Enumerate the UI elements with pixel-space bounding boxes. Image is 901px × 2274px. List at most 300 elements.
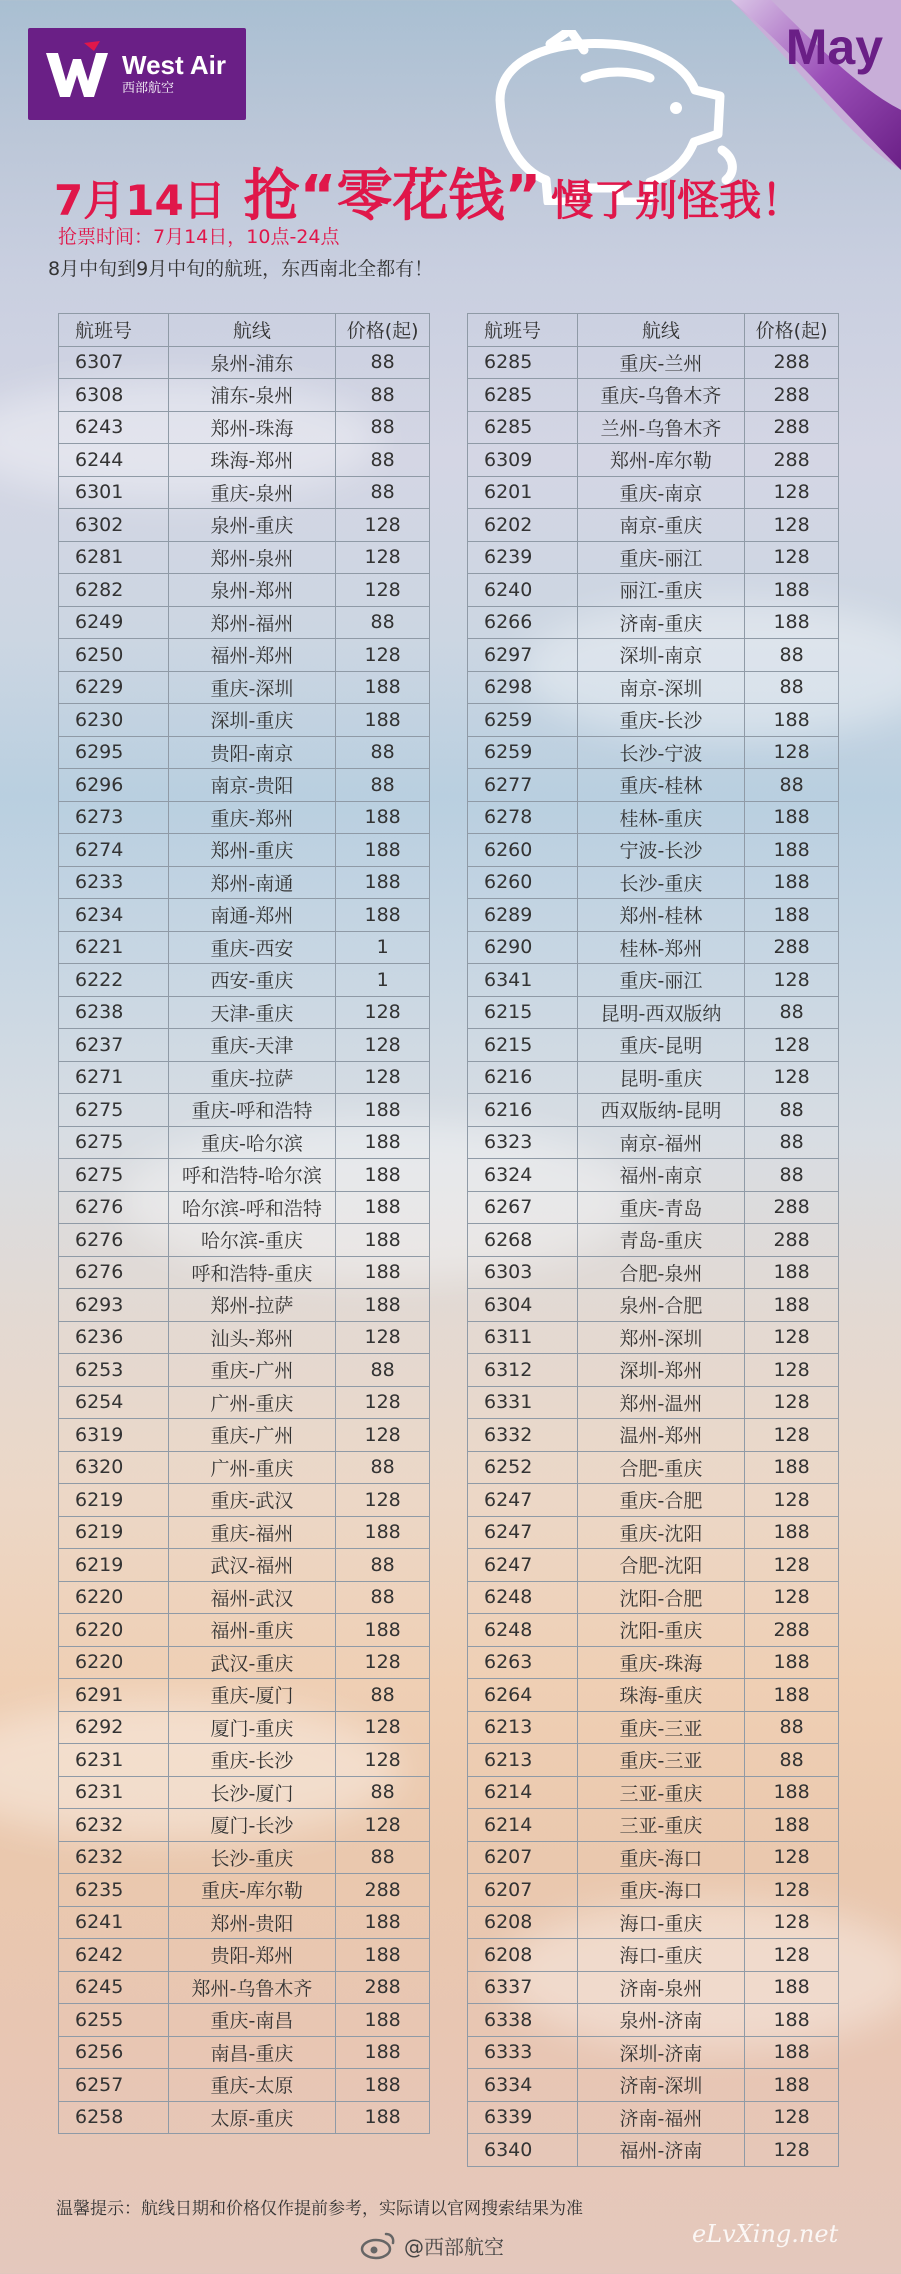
table-header-row: [468, 314, 839, 347]
flight-table-right: [467, 313, 839, 2167]
price-cell: 88: [336, 606, 430, 639]
table-row: [59, 1159, 430, 1192]
flight-number-cell: 6247: [468, 1549, 578, 1582]
flight-number-cell: 6231: [59, 1776, 169, 1809]
table-row: [59, 801, 430, 834]
table-row: [59, 1354, 430, 1387]
table-row: [59, 1386, 430, 1419]
table-row: [468, 2069, 839, 2102]
route-cell: 重庆-南京: [577, 476, 745, 509]
flight-number-cell: 6260: [468, 866, 578, 899]
table-row: [59, 379, 430, 412]
table-row: [59, 346, 430, 379]
price-cell: 88: [336, 346, 430, 379]
table-row: [59, 1874, 430, 1907]
flight-number-cell: 6297: [468, 639, 578, 672]
route-cell: 长沙-重庆: [168, 1841, 336, 1874]
table-row: [59, 1094, 430, 1127]
table-row: [468, 509, 839, 542]
table-row: [59, 1256, 430, 1289]
route-cell: 三亚-重庆: [577, 1809, 745, 1842]
route-cell: 长沙-厦门: [168, 1776, 336, 1809]
price-cell: 128: [745, 541, 839, 574]
route-cell: 郑州-乌鲁木齐: [168, 1971, 336, 2004]
price-cell: 188: [336, 834, 430, 867]
flight-number-cell: 6215: [468, 1029, 578, 1062]
flight-number-cell: 6259: [468, 704, 578, 737]
table-row: [59, 899, 430, 932]
flight-number-cell: 6323: [468, 1126, 578, 1159]
flight-number-cell: 6207: [468, 1841, 578, 1874]
flight-number-cell: 6245: [59, 1971, 169, 2004]
route-cell: 浦东-泉州: [168, 379, 336, 412]
price-cell: 288: [745, 1191, 839, 1224]
table-row: [59, 996, 430, 1029]
price-cell: 128: [336, 1646, 430, 1679]
flight-number-cell: 6274: [59, 834, 169, 867]
table-row: [59, 964, 430, 997]
price-cell: 88: [745, 1744, 839, 1777]
price-cell: 128: [745, 964, 839, 997]
table-row: [59, 1581, 430, 1614]
route-cell: 海口-重庆: [577, 1939, 745, 1972]
table-row: [59, 509, 430, 542]
table-row: [468, 1419, 839, 1452]
price-cell: 288: [745, 1224, 839, 1257]
table-row: [59, 1029, 430, 1062]
flight-number-cell: 6239: [468, 541, 578, 574]
route-cell: 丽江-重庆: [577, 574, 745, 607]
route-cell: 重庆-海口: [577, 1841, 745, 1874]
flight-number-cell: 6256: [59, 2036, 169, 2069]
table-row: [59, 1126, 430, 1159]
table-row: [59, 1614, 430, 1647]
price-cell: 88: [336, 476, 430, 509]
route-cell: 呼和浩特-哈尔滨: [168, 1159, 336, 1192]
price-cell: 188: [745, 1809, 839, 1842]
price-cell: 288: [745, 346, 839, 379]
table-row: [59, 2004, 430, 2037]
price-cell: 128: [745, 476, 839, 509]
price-cell: 188: [336, 1126, 430, 1159]
flight-number-cell: 6236: [59, 1321, 169, 1354]
flight-number-cell: 6244: [59, 444, 169, 477]
price-cell: 128: [336, 509, 430, 542]
route-cell: 福州-郑州: [168, 639, 336, 672]
price-cell: 1: [336, 931, 430, 964]
price-cell: 188: [336, 1906, 430, 1939]
flight-number-cell: 6312: [468, 1354, 578, 1387]
price-cell: 188: [745, 2069, 839, 2102]
price-cell: 188: [745, 2036, 839, 2069]
brand-name-cn: 西部航空: [122, 81, 175, 96]
price-cell: 128: [745, 1321, 839, 1354]
month-tag: May: [785, 19, 883, 75]
flight-number-cell: 6216: [468, 1061, 578, 1094]
route-cell: 重庆-太原: [168, 2069, 336, 2102]
route-cell: 郑州-珠海: [168, 411, 336, 444]
price-cell: 88: [336, 769, 430, 802]
price-cell: 128: [745, 1549, 839, 1582]
price-cell: 1: [336, 964, 430, 997]
route-cell: 重庆-丽江: [577, 541, 745, 574]
route-cell: 哈尔滨-呼和浩特: [168, 1191, 336, 1224]
table-row: [468, 1386, 839, 1419]
flight-number-cell: 6276: [59, 1256, 169, 1289]
header-flight-no: 航班号: [59, 314, 169, 347]
flight-number-cell: 6242: [59, 1939, 169, 1972]
price-cell: 188: [336, 2004, 430, 2037]
table-row: [59, 2036, 430, 2069]
table-row: [468, 639, 839, 672]
price-cell: 128: [336, 541, 430, 574]
table-row: [468, 1776, 839, 1809]
route-cell: 南京-深圳: [577, 671, 745, 704]
route-cell: 重庆-广州: [168, 1354, 336, 1387]
flight-number-cell: 6334: [468, 2069, 578, 2102]
flight-number-cell: 6308: [59, 379, 169, 412]
route-cell: 厦门-重庆: [168, 1711, 336, 1744]
table-row: [468, 2036, 839, 2069]
route-cell: 重庆-合肥: [577, 1484, 745, 1517]
price-cell: 188: [745, 1776, 839, 1809]
table-row: [468, 1094, 839, 1127]
flight-number-cell: 6220: [59, 1614, 169, 1647]
flight-number-cell: 6201: [468, 476, 578, 509]
route-cell: 三亚-重庆: [577, 1776, 745, 1809]
route-cell: 西安-重庆: [168, 964, 336, 997]
flight-number-cell: 6219: [59, 1484, 169, 1517]
flight-number-cell: 6249: [59, 606, 169, 639]
flight-number-cell: 6248: [468, 1581, 578, 1614]
price-cell: 128: [745, 1061, 839, 1094]
price-cell: 188: [336, 899, 430, 932]
flight-number-cell: 6311: [468, 1321, 578, 1354]
price-cell: 128: [745, 1484, 839, 1517]
price-cell: 188: [336, 2069, 430, 2102]
route-cell: 重庆-武汉: [168, 1484, 336, 1517]
flight-number-cell: 6232: [59, 1841, 169, 1874]
flight-number-cell: 6231: [59, 1744, 169, 1777]
price-cell: 128: [336, 574, 430, 607]
route-cell: 郑州-重庆: [168, 834, 336, 867]
price-cell: 188: [745, 2004, 839, 2037]
route-cell: 青岛-重庆: [577, 1224, 745, 1257]
price-cell: 128: [336, 1386, 430, 1419]
flight-number-cell: 6250: [59, 639, 169, 672]
route-cell: 重庆-桂林: [577, 769, 745, 802]
flight-number-cell: 6282: [59, 574, 169, 607]
price-cell: 128: [745, 736, 839, 769]
price-cell: 128: [336, 1321, 430, 1354]
table-row: [468, 2004, 839, 2037]
price-cell: 88: [745, 1094, 839, 1127]
route-cell: 贵阳-郑州: [168, 1939, 336, 1972]
route-cell: 泉州-合肥: [577, 1289, 745, 1322]
flight-number-cell: 6301: [59, 476, 169, 509]
table-row: [468, 1289, 839, 1322]
route-cell: 重庆-福州: [168, 1516, 336, 1549]
table-row: [59, 1809, 430, 1842]
route-cell: 重庆-长沙: [577, 704, 745, 737]
route-cell: 郑州-泉州: [168, 541, 336, 574]
table-row: [468, 671, 839, 704]
route-cell: 重庆-西安: [168, 931, 336, 964]
route-cell: 合肥-沈阳: [577, 1549, 745, 1582]
flight-number-cell: 6285: [468, 346, 578, 379]
price-cell: 188: [745, 834, 839, 867]
promo-headline: [54, 152, 804, 229]
price-cell: 128: [745, 2101, 839, 2134]
route-cell: 郑州-库尔勒: [577, 444, 745, 477]
flight-number-cell: 6213: [468, 1744, 578, 1777]
flight-number-cell: 6235: [59, 1874, 169, 1907]
table-row: [468, 1354, 839, 1387]
price-cell: 88: [745, 639, 839, 672]
table-row: [468, 1711, 839, 1744]
flight-number-cell: 6295: [59, 736, 169, 769]
route-cell: 南京-福州: [577, 1126, 745, 1159]
table-row: [468, 476, 839, 509]
flight-number-cell: 6271: [59, 1061, 169, 1094]
table-row: [468, 1679, 839, 1712]
route-cell: 桂林-重庆: [577, 801, 745, 834]
table-row: [468, 1191, 839, 1224]
flight-number-cell: 6220: [59, 1581, 169, 1614]
flight-number-cell: 6275: [59, 1159, 169, 1192]
route-cell: 重庆-厦门: [168, 1679, 336, 1712]
flight-number-cell: 6303: [468, 1256, 578, 1289]
route-cell: 温州-郑州: [577, 1419, 745, 1452]
footer-note: 温馨提示：航线日期和价格仅作提前参考，实际请以官网搜索结果为准: [56, 2199, 583, 2219]
table-row: [59, 639, 430, 672]
price-cell: 188: [745, 1289, 839, 1322]
flight-number-cell: 6241: [59, 1906, 169, 1939]
price-cell: 128: [745, 1386, 839, 1419]
table-row: [468, 379, 839, 412]
table-row: [468, 834, 839, 867]
price-cell: 188: [745, 866, 839, 899]
route-cell: 重庆-泉州: [168, 476, 336, 509]
route-cell: 福州-济南: [577, 2134, 745, 2167]
route-cell: 沈阳-合肥: [577, 1581, 745, 1614]
route-cell: 重庆-广州: [168, 1419, 336, 1452]
price-cell: 88: [745, 1126, 839, 1159]
price-cell: 188: [336, 671, 430, 704]
flight-number-cell: 6202: [468, 509, 578, 542]
route-cell: 福州-南京: [577, 1159, 745, 1192]
table-row: [59, 1744, 430, 1777]
table-row: [468, 1451, 839, 1484]
table-row: [59, 931, 430, 964]
flight-number-cell: 6252: [468, 1451, 578, 1484]
route-cell: 重庆-哈尔滨: [168, 1126, 336, 1159]
table-header-row: [59, 314, 430, 347]
price-cell: 288: [745, 379, 839, 412]
route-cell: 郑州-拉萨: [168, 1289, 336, 1322]
route-cell: 济南-福州: [577, 2101, 745, 2134]
table-row: [468, 1549, 839, 1582]
price-cell: 188: [336, 1614, 430, 1647]
route-cell: 武汉-福州: [168, 1549, 336, 1582]
route-cell: 合肥-重庆: [577, 1451, 745, 1484]
route-cell: 太原-重庆: [168, 2101, 336, 2134]
flight-number-cell: 6267: [468, 1191, 578, 1224]
table-row: [59, 834, 430, 867]
table-row: [468, 1581, 839, 1614]
table-row: [59, 574, 430, 607]
price-cell: 88: [336, 1776, 430, 1809]
route-cell: 泉州-济南: [577, 2004, 745, 2037]
flight-number-cell: 6331: [468, 1386, 578, 1419]
table-row: [59, 1191, 430, 1224]
price-cell: 188: [745, 1256, 839, 1289]
route-cell: 南昌-重庆: [168, 2036, 336, 2069]
price-cell: 188: [336, 1939, 430, 1972]
route-cell: 汕头-郑州: [168, 1321, 336, 1354]
price-cell: 128: [336, 1484, 430, 1517]
price-cell: 288: [745, 1614, 839, 1647]
flight-number-cell: 6247: [468, 1484, 578, 1517]
table-row: [59, 1906, 430, 1939]
header-price: 价格(起): [336, 314, 430, 347]
route-cell: 重庆-呼和浩特: [168, 1094, 336, 1127]
flight-number-cell: 6221: [59, 931, 169, 964]
flight-number-cell: 6257: [59, 2069, 169, 2102]
table-row: [468, 1939, 839, 1972]
flight-number-cell: 6332: [468, 1419, 578, 1452]
route-cell: 郑州-南通: [168, 866, 336, 899]
table-row: [59, 1321, 430, 1354]
route-cell: 天津-重庆: [168, 996, 336, 1029]
table-row: [59, 1679, 430, 1712]
table-row: [468, 606, 839, 639]
table-row: [59, 1549, 430, 1582]
table-row: [59, 1711, 430, 1744]
price-cell: 88: [745, 769, 839, 802]
headline-date: 7月14日: [54, 176, 226, 225]
price-cell: 188: [336, 1094, 430, 1127]
price-cell: 88: [745, 1159, 839, 1192]
flight-number-cell: 6259: [468, 736, 578, 769]
west-air-logo[interactable]: [28, 28, 246, 120]
flight-number-cell: 6340: [468, 2134, 578, 2167]
price-cell: 188: [745, 606, 839, 639]
route-cell: 南通-郑州: [168, 899, 336, 932]
table-row: [59, 1419, 430, 1452]
price-cell: 288: [745, 411, 839, 444]
flight-number-cell: 6268: [468, 1224, 578, 1257]
flight-number-cell: 6275: [59, 1094, 169, 1127]
table-row: [468, 1484, 839, 1517]
table-row: [468, 541, 839, 574]
table-row: [468, 1224, 839, 1257]
table-row: [59, 1451, 430, 1484]
flight-number-cell: 6319: [59, 1419, 169, 1452]
price-cell: 188: [745, 1516, 839, 1549]
price-cell: 128: [745, 1841, 839, 1874]
flight-number-cell: 6275: [59, 1126, 169, 1159]
flight-number-cell: 6333: [468, 2036, 578, 2069]
table-row: [59, 866, 430, 899]
table-row: [468, 574, 839, 607]
flight-number-cell: 6276: [59, 1191, 169, 1224]
route-cell: 厦门-长沙: [168, 1809, 336, 1842]
table-row: [59, 411, 430, 444]
price-cell: 128: [745, 1874, 839, 1907]
route-cell: 重庆-库尔勒: [168, 1874, 336, 1907]
price-cell: 88: [336, 444, 430, 477]
table-row: [59, 1776, 430, 1809]
route-cell: 重庆-拉萨: [168, 1061, 336, 1094]
flight-number-cell: 6273: [59, 801, 169, 834]
flight-number-cell: 6207: [468, 1874, 578, 1907]
flight-number-cell: 6214: [468, 1809, 578, 1842]
table-row: [59, 1516, 430, 1549]
weibo-icon: [360, 2230, 396, 2260]
flight-number-cell: 6238: [59, 996, 169, 1029]
table-row: [468, 1744, 839, 1777]
price-cell: 188: [336, 2101, 430, 2134]
route-cell: 重庆-兰州: [577, 346, 745, 379]
price-cell: 188: [745, 1679, 839, 1712]
flight-number-cell: 6219: [59, 1549, 169, 1582]
flight-number-cell: 6341: [468, 964, 578, 997]
route-cell: 郑州-贵阳: [168, 1906, 336, 1939]
flight-number-cell: 6240: [468, 574, 578, 607]
route-cell: 泉州-浦东: [168, 346, 336, 379]
weibo-account[interactable]: [360, 2230, 504, 2260]
route-cell: 长沙-重庆: [577, 866, 745, 899]
route-cell: 郑州-福州: [168, 606, 336, 639]
table-row: [468, 736, 839, 769]
price-cell: 188: [336, 801, 430, 834]
header-flight-no: 航班号: [468, 314, 578, 347]
table-row: [468, 899, 839, 932]
price-cell: 88: [336, 411, 430, 444]
flight-number-cell: 6293: [59, 1289, 169, 1322]
flight-number-cell: 6337: [468, 1971, 578, 2004]
price-cell: 188: [336, 866, 430, 899]
flight-number-cell: 6215: [468, 996, 578, 1029]
table-row: [468, 411, 839, 444]
table-row: [59, 1841, 430, 1874]
flight-number-cell: 6309: [468, 444, 578, 477]
flight-number-cell: 6253: [59, 1354, 169, 1387]
table-row: [468, 1646, 839, 1679]
flight-number-cell: 6292: [59, 1711, 169, 1744]
price-cell: 288: [336, 1874, 430, 1907]
price-cell: 88: [745, 671, 839, 704]
table-row: [468, 964, 839, 997]
price-cell: 288: [336, 1971, 430, 2004]
price-cell: 188: [745, 1646, 839, 1679]
table-row: [59, 2069, 430, 2102]
table-row: [468, 346, 839, 379]
flight-number-cell: 6208: [468, 1906, 578, 1939]
route-cell: 重庆-三亚: [577, 1711, 745, 1744]
table-row: [59, 704, 430, 737]
route-cell: 重庆-郑州: [168, 801, 336, 834]
table-row: [468, 2101, 839, 2134]
price-cell: 88: [336, 379, 430, 412]
flight-number-cell: 6214: [468, 1776, 578, 1809]
flight-number-cell: 6338: [468, 2004, 578, 2037]
table-row: [59, 606, 430, 639]
flight-number-cell: 6260: [468, 834, 578, 867]
price-cell: 128: [336, 1744, 430, 1777]
flight-number-cell: 6208: [468, 1939, 578, 1972]
